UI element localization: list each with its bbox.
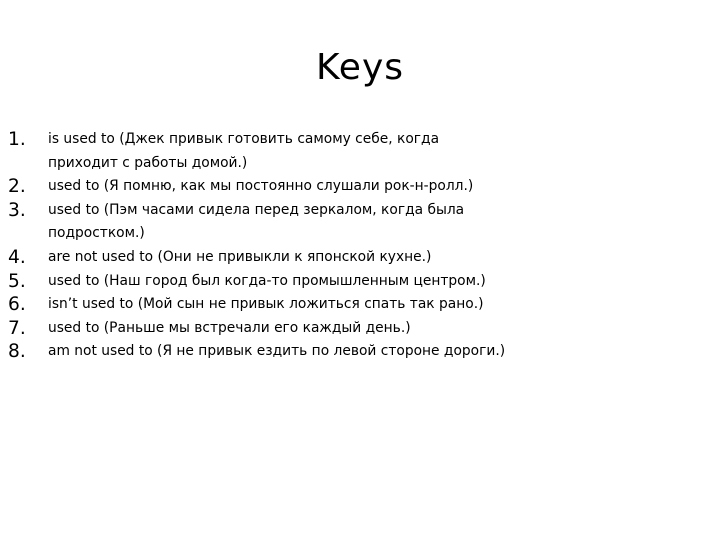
answer-text (48, 175, 714, 199)
answer-number: 8. (8, 341, 26, 363)
answer-item-3 (8, 199, 714, 246)
answer-text (48, 246, 714, 270)
answer-number: 5. (8, 270, 26, 292)
answer-text (48, 270, 714, 294)
answer-text (48, 199, 714, 246)
answer-number: 1. (8, 129, 26, 150)
answer-text (48, 340, 714, 364)
answer-number: 4. (8, 246, 26, 268)
answer-line: are not used to (Они не привыкли к японской кухне.) (48, 248, 432, 265)
answer-line: used to (Наш город был когда-то промышленным центром.) (48, 272, 486, 289)
answer-number: 6. (8, 294, 26, 316)
answer-item-2 (8, 175, 714, 199)
answer-text (48, 317, 714, 341)
answer-item-4 (8, 246, 714, 270)
answer-line: подростком.) (48, 225, 145, 242)
answer-item-5 (8, 270, 714, 294)
answer-line: is used to (Джек привык готовить самому себе, когда (48, 131, 440, 147)
answer-line: am not used to (Я не привык ездить по левой стороне дороги.) (48, 343, 506, 360)
answer-item-7 (8, 317, 714, 341)
answer-number: 7. (8, 317, 26, 339)
answer-line: used to (Я помню, как мы постоянно слушали рок-н-ролл.) (48, 178, 474, 195)
answer-item-1 (8, 128, 714, 175)
answer-text (48, 293, 714, 317)
answer-list (8, 128, 714, 364)
answer-line: isn’t used to (Мой сын не привык ложиться спать так рано.) (48, 296, 484, 313)
answer-text (48, 128, 714, 175)
answer-line: приходит с работы домой.) (48, 154, 248, 171)
answer-number: 3. (8, 199, 26, 221)
answer-line: used to (Раньше мы встречали его каждый день.) (48, 319, 411, 336)
slide-title: Keys (315, 47, 405, 88)
answer-line: used to (Пэм часами сидела перед зеркалом, когда была (48, 201, 465, 218)
answer-number: 2. (8, 176, 26, 198)
answer-item-8 (8, 340, 714, 364)
answer-item-6 (8, 293, 714, 317)
